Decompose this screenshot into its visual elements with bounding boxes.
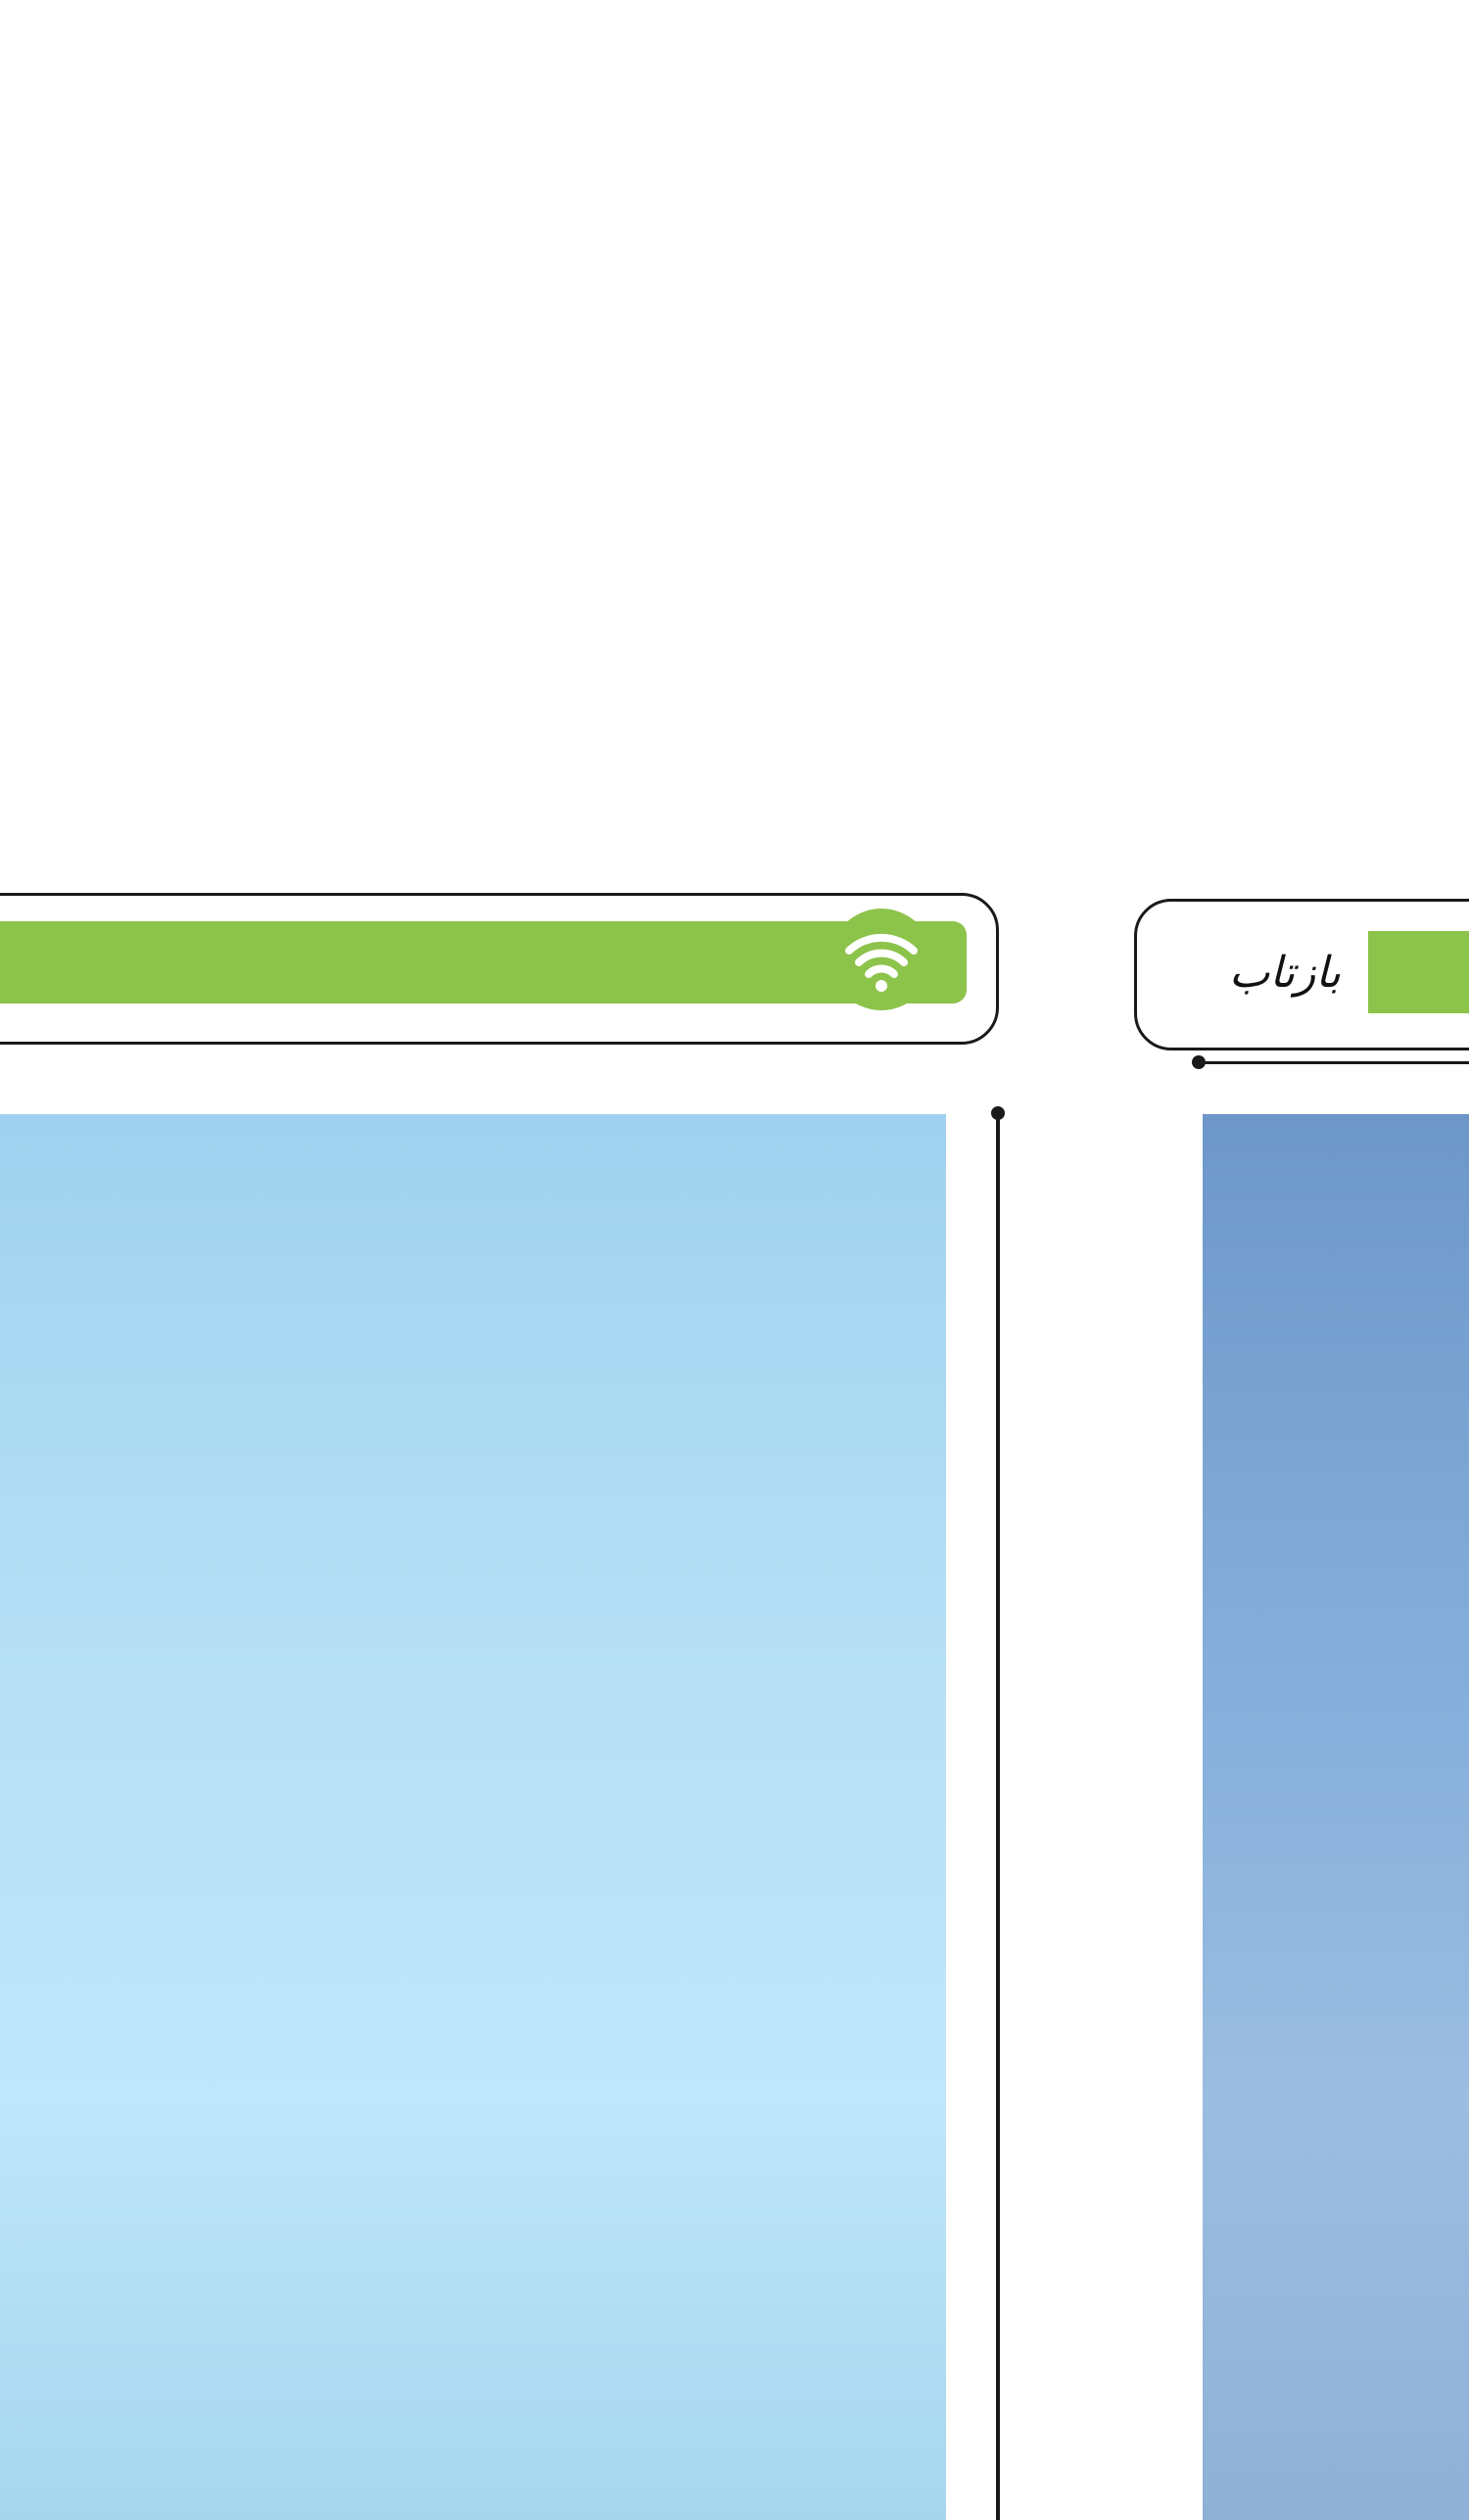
text-line: [1126, 738, 1469, 790]
wifi-icon: [828, 906, 935, 1013]
wifi-banner: [0, 893, 999, 1045]
side-photo: [1203, 1114, 1469, 2520]
text-line: [1126, 583, 1469, 634]
text-line: [1126, 427, 1469, 479]
text-line: [1126, 790, 1469, 842]
text-line: [1126, 531, 1469, 583]
text-line: [1126, 375, 1469, 427]
horizontal-rule: [1197, 1061, 1469, 1064]
column-divider: [996, 1114, 1000, 2520]
text-line: [1126, 479, 1469, 531]
text-line: [1126, 686, 1469, 738]
text-line: [1126, 271, 1469, 323]
text-line: [1126, 64, 1469, 116]
text-line: [1126, 323, 1469, 375]
text-line: [1126, 116, 1469, 167]
text-line: [1126, 12, 1469, 64]
text-line: [1126, 842, 1469, 894]
baztab-banner: [1134, 899, 1469, 1050]
wetland-photo: [0, 1114, 946, 2520]
text-line: [1126, 167, 1469, 219]
text-line: [1126, 634, 1469, 686]
baztab-label: بازتاب: [1202, 931, 1368, 1013]
right-paragraph: [1126, 12, 1469, 998]
banner-bar: [0, 921, 967, 1003]
text-line: [1126, 219, 1469, 271]
